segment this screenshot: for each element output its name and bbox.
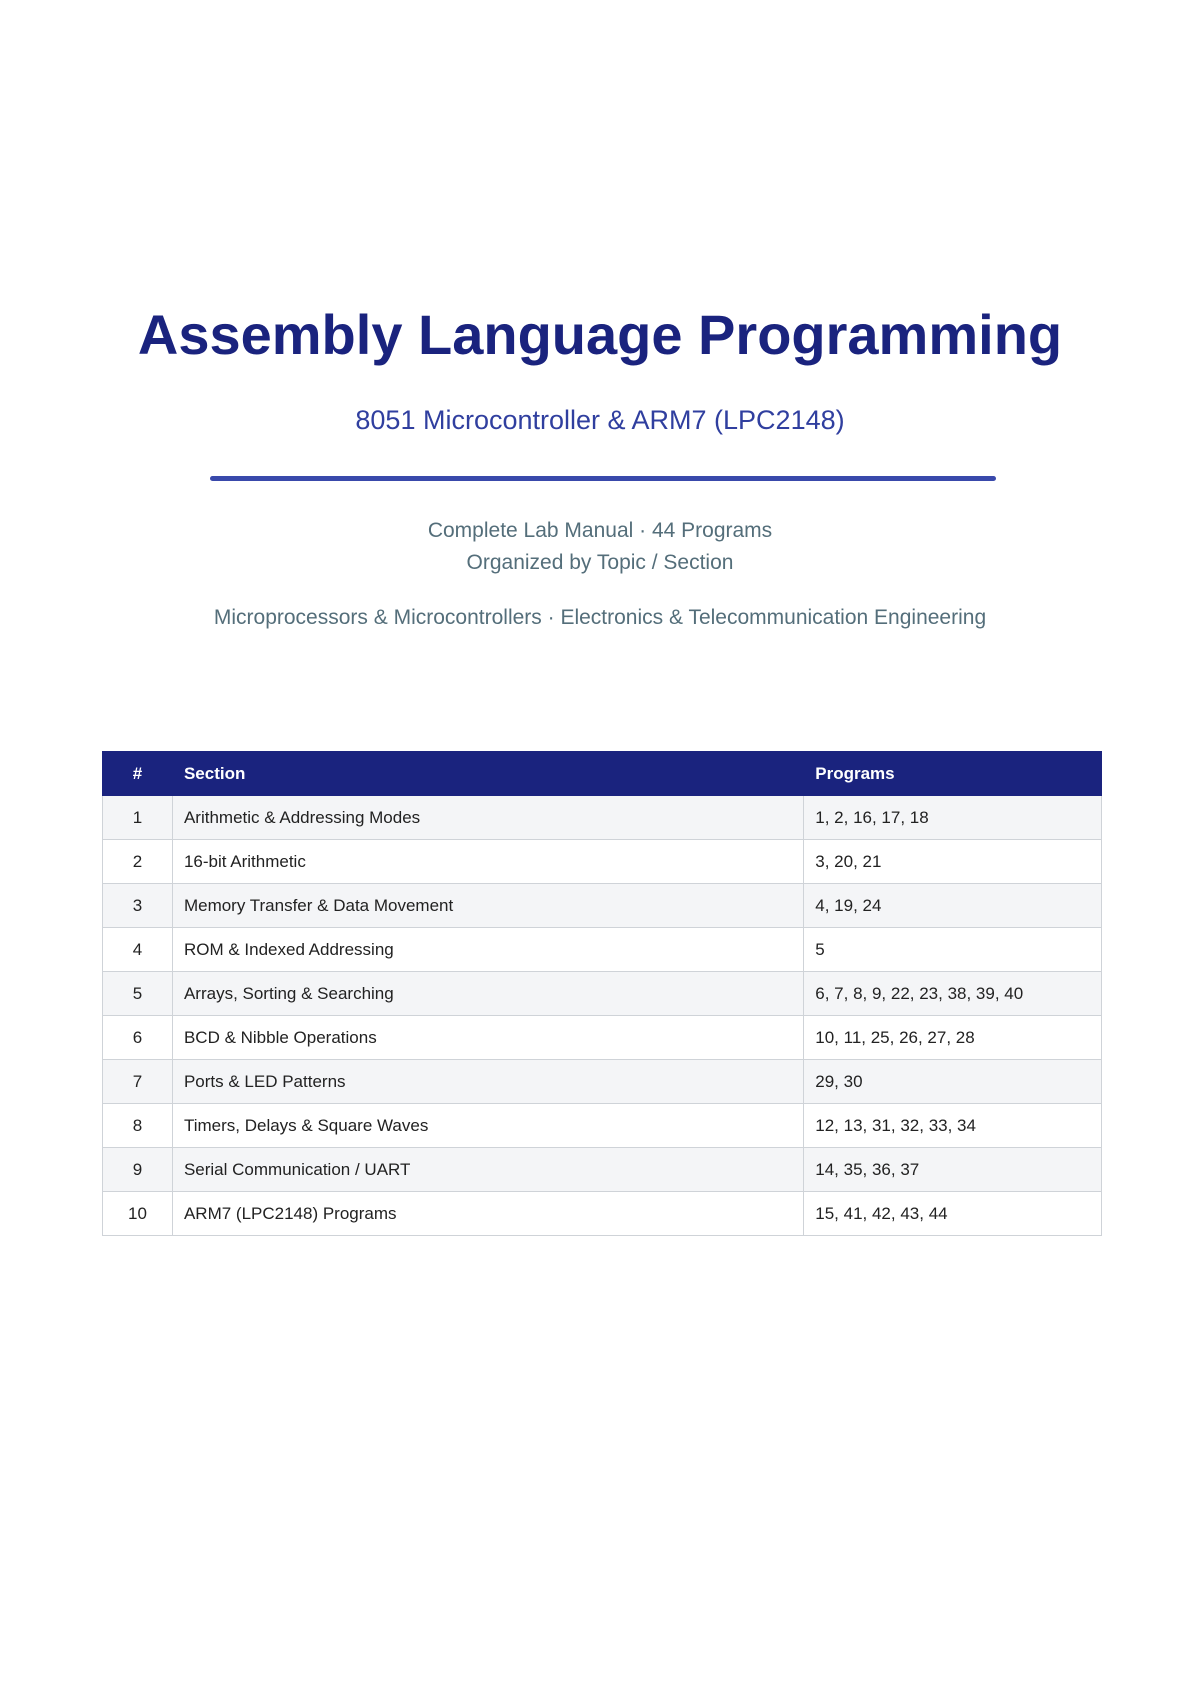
- table-row: [103, 1016, 1102, 1060]
- row-section: Timers, Delays & Square Waves: [172, 1104, 803, 1148]
- row-programs: 1, 2, 16, 17, 18: [804, 796, 1102, 840]
- organization-note: Organized by Topic / Section: [466, 551, 734, 574]
- title-divider: [210, 476, 996, 481]
- row-section: ARM7 (LPC2148) Programs: [172, 1192, 803, 1236]
- row-number: 2: [103, 840, 173, 884]
- row-programs: 6, 7, 8, 9, 22, 23, 38, 39, 40: [804, 972, 1102, 1016]
- header-section: Section: [172, 752, 803, 796]
- table-row: [103, 884, 1102, 928]
- row-programs: 29, 30: [804, 1060, 1102, 1104]
- row-programs: 15, 41, 42, 43, 44: [804, 1192, 1102, 1236]
- row-section: Ports & LED Patterns: [172, 1060, 803, 1104]
- header-programs: Programs: [804, 752, 1102, 796]
- header-number: #: [103, 752, 173, 796]
- row-number: 9: [103, 1148, 173, 1192]
- table-row: [103, 840, 1102, 884]
- row-programs: 12, 13, 31, 32, 33, 34: [804, 1104, 1102, 1148]
- row-section: BCD & Nibble Operations: [172, 1016, 803, 1060]
- row-programs: 14, 35, 36, 37: [804, 1148, 1102, 1192]
- row-section: Memory Transfer & Data Movement: [172, 884, 803, 928]
- row-number: 10: [103, 1192, 173, 1236]
- sections-table: [102, 751, 1102, 1236]
- table-row: [103, 1192, 1102, 1236]
- row-programs: 4, 19, 24: [804, 884, 1102, 928]
- course-line: Microprocessors & Microcontrollers · Electronics & Telecommunication Engineering: [213, 606, 987, 629]
- row-section: 16-bit Arithmetic: [172, 840, 803, 884]
- row-number: 7: [103, 1060, 173, 1104]
- row-number: 5: [103, 972, 173, 1016]
- row-programs: 10, 11, 25, 26, 27, 28: [804, 1016, 1102, 1060]
- table-row: [103, 928, 1102, 972]
- table-row: [103, 1148, 1102, 1192]
- row-programs: 5: [804, 928, 1102, 972]
- table-row: [103, 1104, 1102, 1148]
- row-number: 4: [103, 928, 173, 972]
- table-row: [103, 972, 1102, 1016]
- row-section: ROM & Indexed Addressing: [172, 928, 803, 972]
- page-subtitle: 8051 Microcontroller & ARM7 (LPC2148): [355, 405, 845, 435]
- table-row: [103, 1060, 1102, 1104]
- manual-summary: Complete Lab Manual · 44 Programs: [427, 519, 773, 542]
- page-title: Assembly Language Programming: [137, 303, 1063, 366]
- table-header-row: [103, 752, 1102, 796]
- row-programs: 3, 20, 21: [804, 840, 1102, 884]
- row-number: 8: [103, 1104, 173, 1148]
- row-number: 6: [103, 1016, 173, 1060]
- row-section: Serial Communication / UART: [172, 1148, 803, 1192]
- row-number: 1: [103, 796, 173, 840]
- row-section: Arrays, Sorting & Searching: [172, 972, 803, 1016]
- row-number: 3: [103, 884, 173, 928]
- row-section: Arithmetic & Addressing Modes: [172, 796, 803, 840]
- table-row: [103, 796, 1102, 840]
